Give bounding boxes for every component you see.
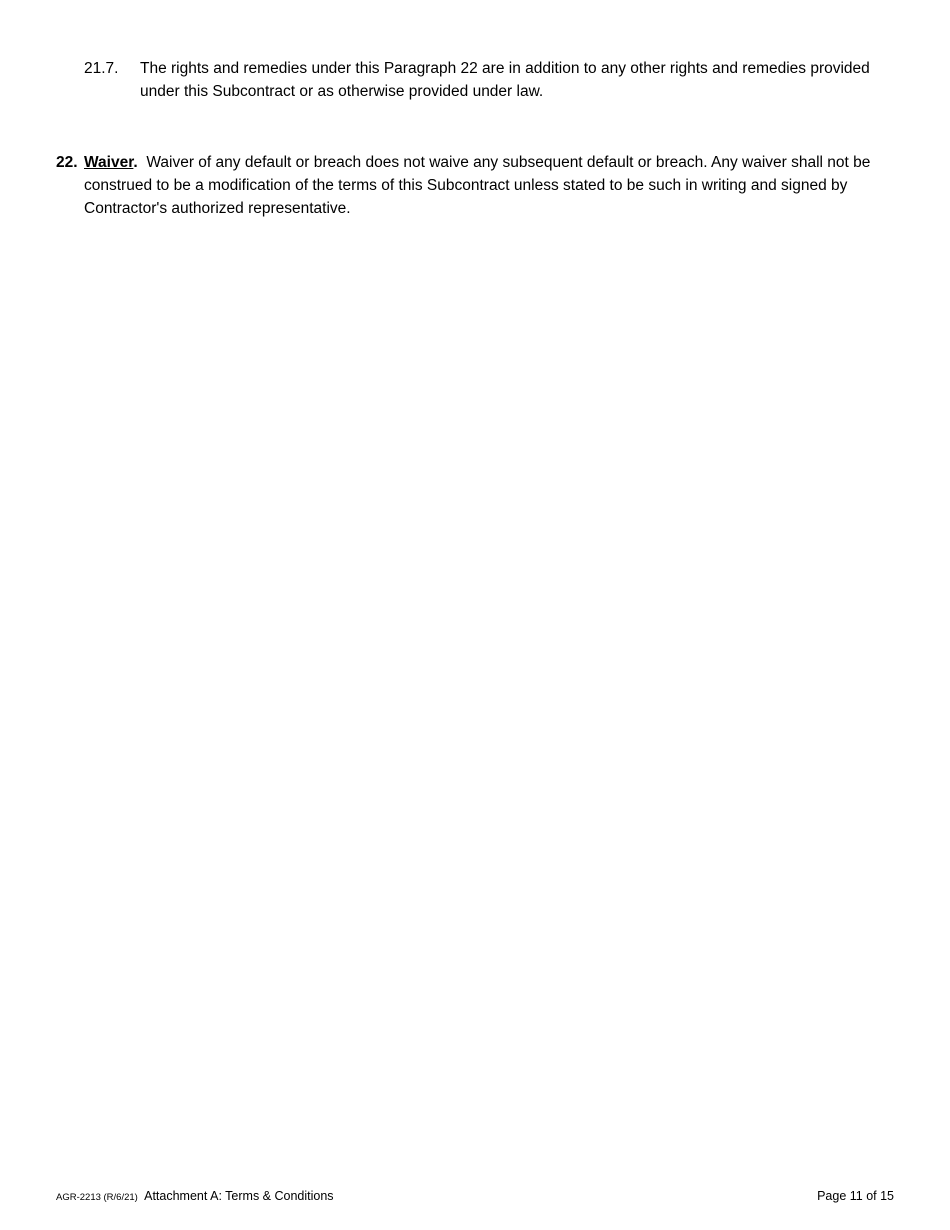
section-heading: Waiver. (84, 154, 138, 171)
paragraph-text: Waiver of any default or breach does not waive any subsequent default or breach. Any waiver shall not be construed to be a modification of the terms of this Subcontract unless stated to be such in writing and signed by Contractor's authorized representative. (84, 154, 871, 217)
footer-title: Attachment A: Terms & Conditions (144, 1189, 334, 1203)
paragraph-text: The rights and remedies under this Paragraph 22 are in addition to any other rights and remedies provided under this Subcontract or as otherwise provided under law. (140, 60, 870, 100)
page-number: Page 11 of 15 (817, 1189, 894, 1203)
form-code: AGR-2213 (R/6/21) (56, 1192, 138, 1203)
paragraph-number: 22. (56, 154, 78, 171)
paragraph-21-7 (84, 57, 884, 103)
footer-left (56, 1185, 334, 1209)
paragraph-number: 21.7. (84, 60, 119, 77)
paragraph-22-waiver (56, 151, 876, 220)
